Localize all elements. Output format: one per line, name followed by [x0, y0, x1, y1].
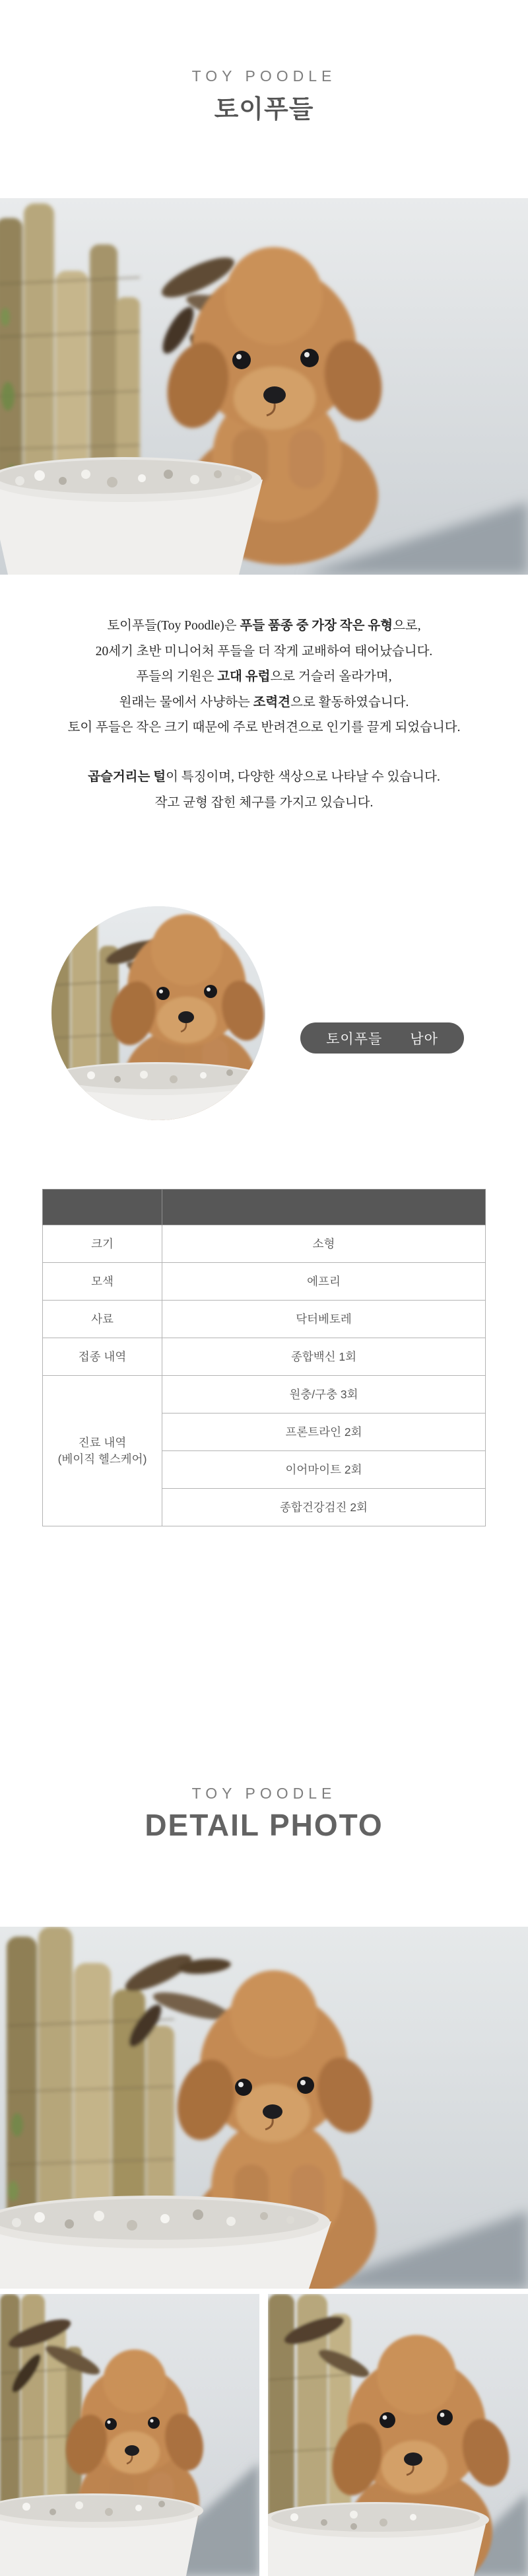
- table-row: [43, 1263, 486, 1301]
- white-pot: [51, 1062, 265, 1120]
- badge-breed: 토이푸들: [326, 1031, 383, 1047]
- row-value-vaccination: 종합백신 1회: [162, 1338, 486, 1376]
- detail-photo-small-left-illustration: [0, 2294, 259, 2576]
- breed-sex-badge: [300, 1022, 464, 1054]
- intro-paragraph-1: [0, 614, 528, 741]
- detail-photo-small-left: [0, 2294, 259, 2576]
- table-row: [43, 1376, 486, 1413]
- white-pot: [0, 457, 263, 575]
- info-table-header-cell-label: [43, 1190, 162, 1225]
- table-row: [43, 1338, 486, 1376]
- detail-title: DETAIL PHOTO: [145, 1808, 383, 1842]
- top-eyebrow: TOY POODLE: [191, 67, 337, 85]
- intro-line: 토이 푸들은 작은 크기 때문에 주로 반려견으로 인기를 끌게 되었습니다.: [67, 721, 461, 734]
- row-label-medical-care: 진료 내역 (베이직 헬스케어): [43, 1376, 162, 1526]
- row-label-food: 사료: [43, 1301, 162, 1338]
- table-row: [43, 1225, 486, 1263]
- detail-photo: [0, 1927, 528, 2289]
- row-value-food: 닥터베토레: [162, 1301, 486, 1338]
- detail-photo-illustration: [0, 1927, 528, 2289]
- hero-photo: [0, 198, 528, 575]
- row-value-medical-care-2: 프론트라인 2회: [162, 1413, 486, 1451]
- row-value-size: 소형: [162, 1225, 486, 1263]
- row-value-medical-care-4: 종합건강검진 2회: [162, 1489, 486, 1526]
- row-label-size: 크기: [43, 1225, 162, 1263]
- intro-line: 작고 균형 잡힌 체구를 가지고 있습니다.: [154, 795, 374, 810]
- hero-photo-illustration: [0, 198, 528, 575]
- intro-line: 20세기 초반 미니어처 푸들을 더 작게 교배하여 태어났습니다.: [95, 644, 433, 659]
- detail-photo-small-right: [268, 2294, 528, 2576]
- intro-line: 푸들의 기원은 고대 유럽으로 거슬러 올라가며,: [136, 670, 392, 684]
- row-label-coat-color: 모색: [43, 1263, 162, 1301]
- white-pot: [0, 2493, 203, 2576]
- info-table-header: [43, 1190, 486, 1225]
- intro-line: 곱슬거리는 털이 특징이며, 다양한 색상으로 나타날 수 있습니다.: [88, 770, 440, 784]
- info-table-header-cell-value: [162, 1190, 486, 1225]
- row-value-medical-care-3: 이어마이트 2회: [162, 1451, 486, 1489]
- table-row: [43, 1301, 486, 1338]
- intro-line: 토이푸들(Toy Poodle)은 푸들 품종 중 가장 작은 유형으로,: [107, 619, 421, 633]
- detail-photo-small-right-illustration: [268, 2294, 528, 2576]
- info-table: [42, 1189, 486, 1526]
- circle-photo-illustration: [51, 906, 265, 1120]
- white-pot: [268, 2502, 489, 2576]
- row-value-coat-color: 에프리: [162, 1263, 486, 1301]
- info-table-body: [43, 1225, 486, 1526]
- badge-sex: 남아: [410, 1031, 438, 1047]
- row-value-medical-care-1: 원충/구충 3회: [162, 1376, 486, 1413]
- page-title: 토이푸들: [214, 96, 314, 124]
- detail-eyebrow: TOY POODLE: [191, 1785, 337, 1802]
- profile-circle-photo: [51, 906, 265, 1120]
- intro-paragraph-2: [0, 765, 528, 816]
- white-pot: [0, 2196, 331, 2289]
- intro-line: 원래는 물에서 사냥하는 조력견으로 활동하였습니다.: [119, 695, 409, 709]
- row-label-vaccination: 접종 내역: [43, 1338, 162, 1376]
